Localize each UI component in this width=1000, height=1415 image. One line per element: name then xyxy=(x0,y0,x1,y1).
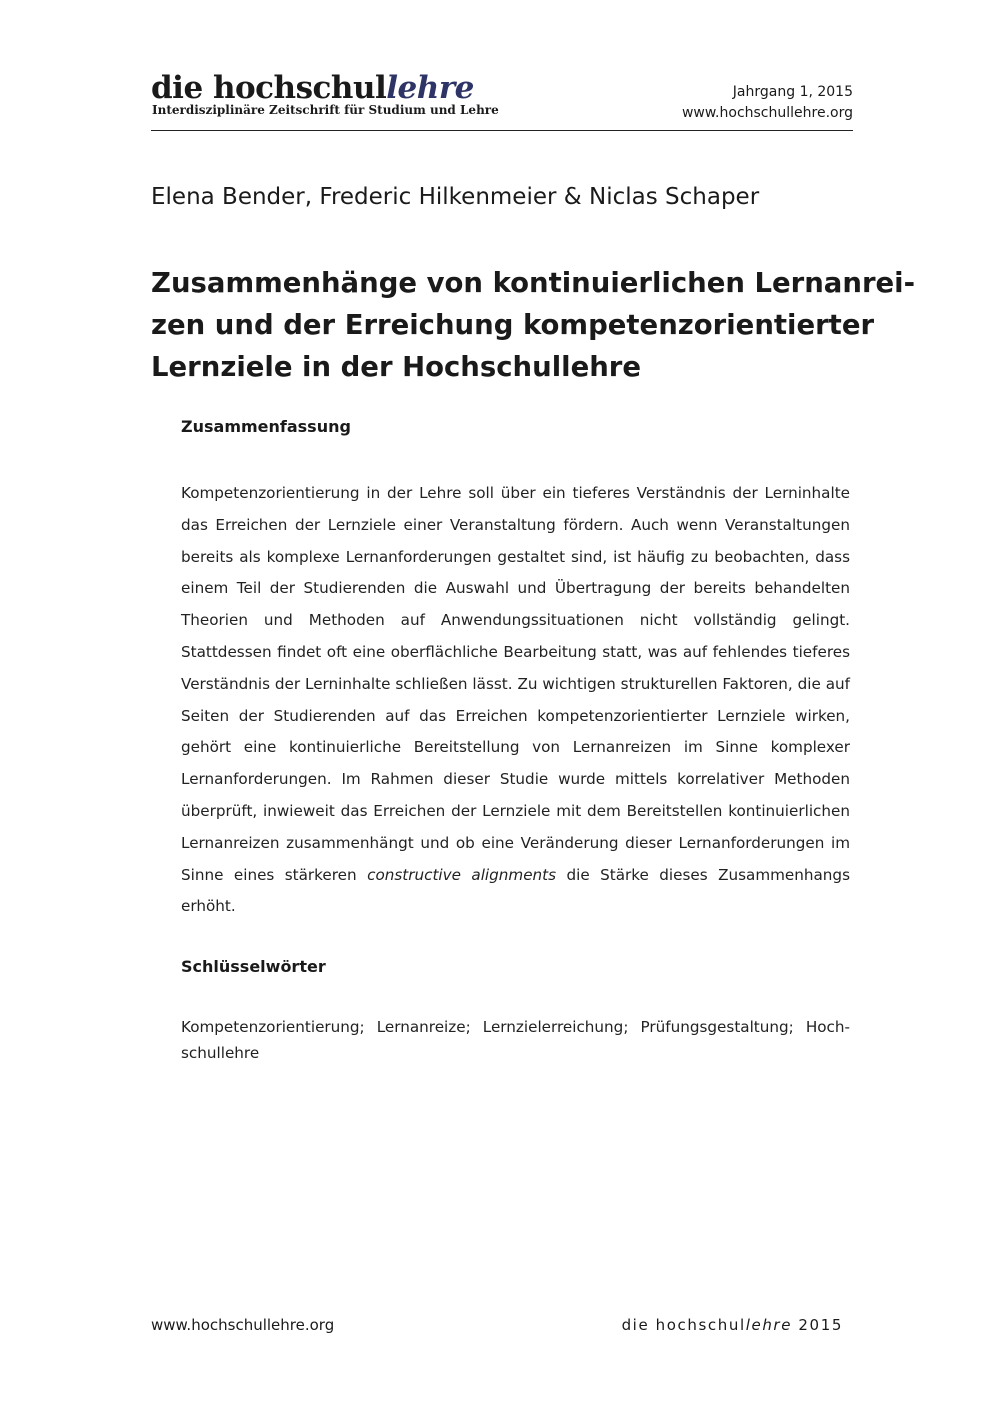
header-website: www.hochschullehre.org xyxy=(681,105,853,121)
logo-accent: lehre xyxy=(386,70,474,106)
abstract-body-end: die Stärke dieses Zusammenhangs erhöht. xyxy=(181,865,850,916)
logo-subtitle: Interdisziplinäre Zeitschrift für Studium und Lehre xyxy=(152,103,499,117)
journal-masthead xyxy=(151,70,853,131)
footer-journal-prefix: die hochschul xyxy=(621,1316,746,1334)
issue-info xyxy=(682,82,853,124)
footer-journal-accent: lehre xyxy=(745,1316,793,1334)
footer-journal xyxy=(622,1315,843,1335)
keywords-text: Kompetenzorientierung; Lernanreize; Lernzielerreichung; Prüfungsgestaltung; Hoch-schullehre xyxy=(181,1018,850,1062)
title-line: Zusammenhänge von kontinuierlichen Lernanrei- xyxy=(151,267,915,299)
title-line: Lernziele in der Hochschullehre xyxy=(151,351,642,383)
paper-title xyxy=(151,262,915,388)
footer-website: www.hochschullehre.org xyxy=(151,1316,335,1334)
title-line: zen und der Erreichung kompetenzorientierter xyxy=(151,309,875,341)
keywords-heading: Schlüsselwörter xyxy=(181,957,326,976)
logo-main: die hochschul xyxy=(151,70,387,106)
abstract-emphasis: constructive alignments xyxy=(367,865,557,884)
abstract-heading: Zusammenfassung xyxy=(181,417,351,436)
journal-logo xyxy=(151,72,474,104)
issue-volume: Jahrgang 1, 2015 xyxy=(732,84,853,100)
abstract-text xyxy=(181,478,850,923)
abstract-body: Kompetenzorientierung in der Lehre soll über ein tieferes Verständnis der Lerninhalte das Erreichen der Lernziele einer Veranstaltung fördern. Auch wenn Veranstaltungen bereits als komplexe Lernanforderungen gestaltet sind, ist häufig zu beobachten, dass einem Teil der Studierenden die Auswahl und Übertragung der bereits behandelten Theorien und Methoden auf Anwendungssituationen nicht vollständig gelingt. Stattdessen findet oft eine oberflächliche Bearbeitung statt, was auf fehlendes tieferes Verständnis der Lerninhalte schließen lässt. Zu wichtigen strukturellen Faktoren, die auf Seiten der Studierenden auf das Erreichen kompetenzorientierter Lernziele wirken, gehört eine kontinuierliche Bereitstellung von Lernanreizen im Sinne komplexer Lernanforderungen. Im Rahmen dieser Studie wurde mittels korrelativer Methoden überprüft, inwieweit das Erreichen der Lernziele mit dem Bereitstellen kontinuierlichen Lernanreizen zusammenhängt und ob eine Veränderung dieser Lernanforderungen im Sinne eines stärkeren xyxy=(181,484,850,884)
authors: Elena Bender, Frederic Hilkenmeier & Niclas Schaper xyxy=(151,184,760,210)
footer-year: 2015 xyxy=(792,1316,843,1334)
